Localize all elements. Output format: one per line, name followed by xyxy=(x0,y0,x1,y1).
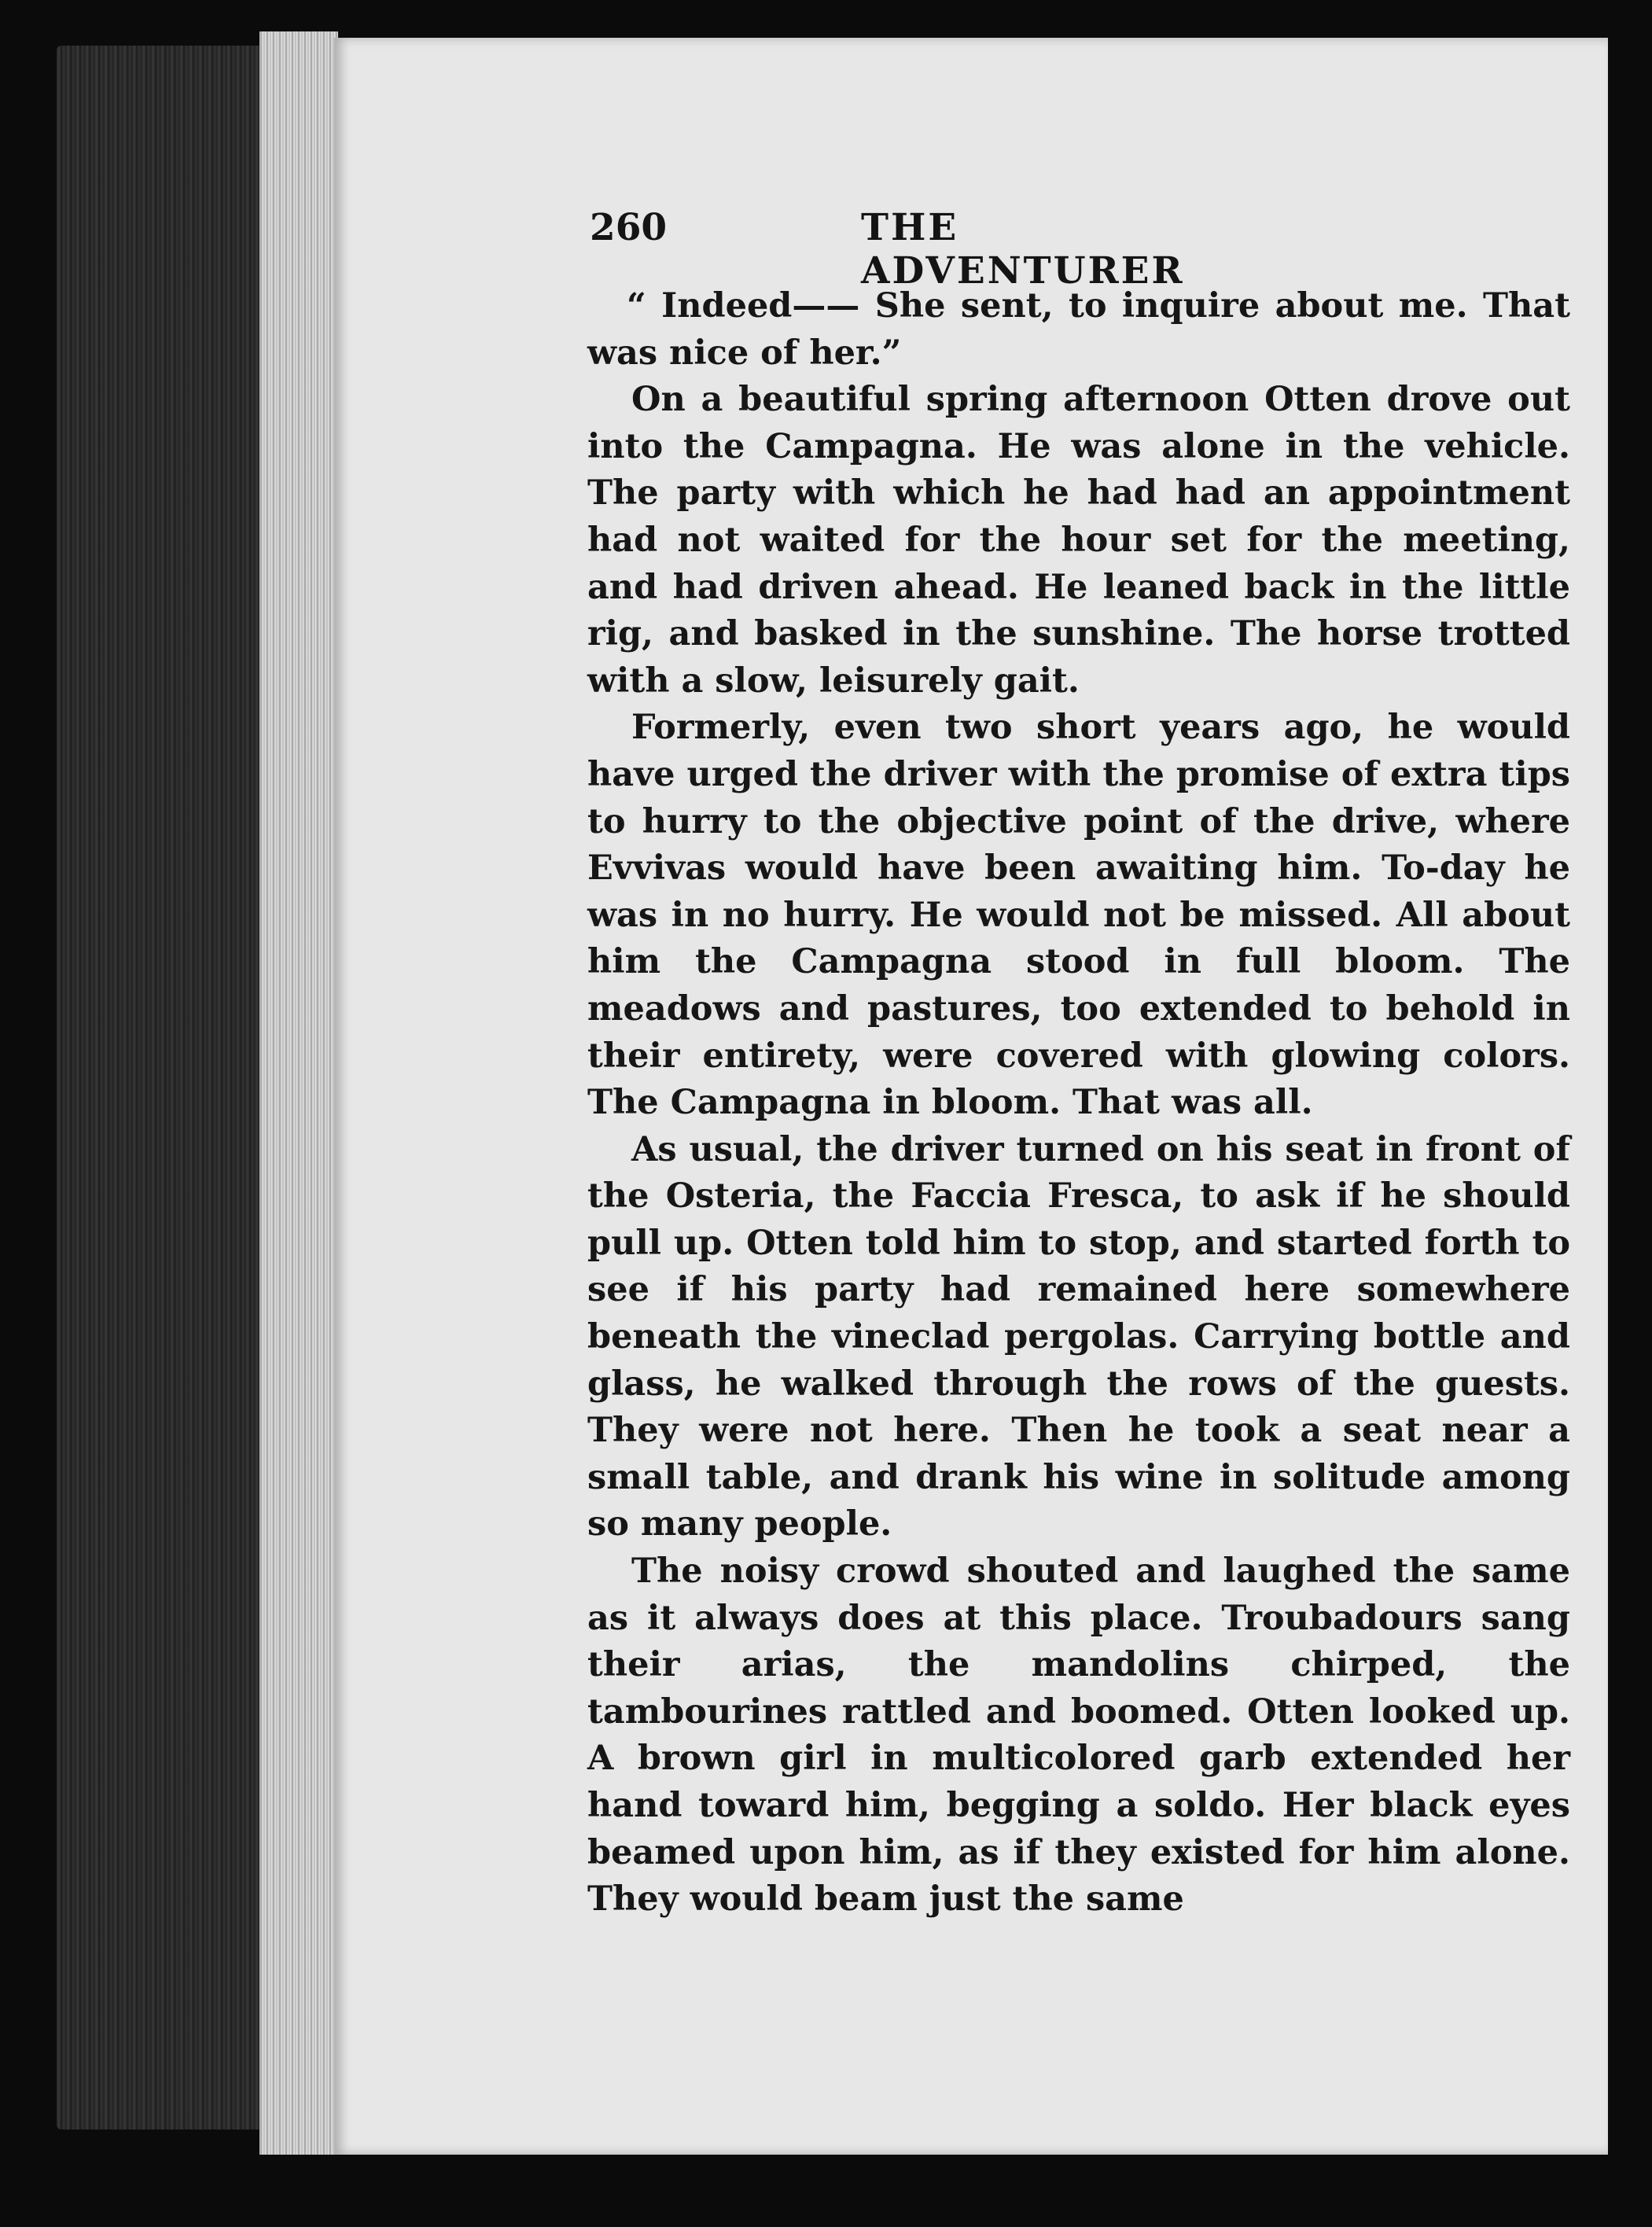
page-number: 260 xyxy=(590,206,668,249)
page-header xyxy=(590,206,1297,293)
paragraph: On a beautiful spring afternoon Otten drove out into the Campagna. He was alone in the vehicle. The party with which he had had an appointment had not waited for the hour set for the meeting, and had driven ahead. He leaned back in the little rig, and basked in the sunshine. The horse trotted with a slow, leisurely gait. xyxy=(587,380,1570,701)
paragraph: Formerly, even two short years ago, he would have urged the driver with the promise of extra tips to hurry to the objective point of the drive, where Evvivas would have been awaiting him. To-day he was in no hurry. He would not be missed. All about him the Campagna stood in full bloom. The meadows and pastures, too extended to behold in their entirety, were covered with glowing colors. The Campagna in bloom. That was all. xyxy=(587,708,1570,1123)
paragraph: As usual, the driver turned on his seat in front of the Osteria, the Faccia Fresca, to ask if he should pull up. Otten told him to stop, and started forth to see if his party had remained here somewhere beneath the vineclad pergolas. Carrying bottle and glass, he walked through the rows of the guests. They were not here. Then he took a seat near a small table, and drank his wine in solitude among so many people. xyxy=(587,1129,1570,1544)
right-shadow xyxy=(1608,31,1652,2170)
running-head: THE ADVENTURER xyxy=(861,206,1185,293)
paragraph: “ Indeed—— She sent, to inquire about me. That was nice of her.” xyxy=(587,286,1570,373)
paragraph: The noisy crowd shouted and laughed the same as it always does at this place. Troubadours sang their arias, the mandolins chirped, the tambourines rattled and boomed. Otten looked up. A brown girl in multicolored garb extended her hand toward him, begging a soldo. Her black eyes beamed upon him, as if they existed for him alone. They would beam just the same xyxy=(587,1552,1570,1920)
body-text xyxy=(587,283,1570,1923)
page-edges xyxy=(259,31,338,2155)
book-spine xyxy=(57,46,277,2129)
